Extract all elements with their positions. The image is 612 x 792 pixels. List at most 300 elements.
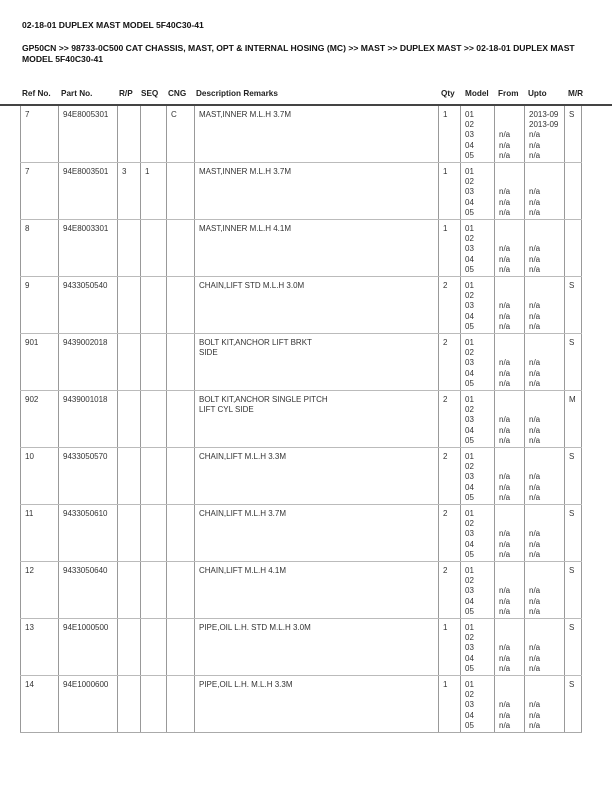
from-value: n/a [499,130,511,140]
models-value: 04 [465,140,474,150]
qty-cell: 1 [439,220,461,277]
upto-value: n/a [529,197,541,207]
from-value [499,234,524,244]
cng-cell [167,163,195,220]
from-value [499,452,524,462]
ref-no-cell: 901 [21,334,59,391]
cng-cell [167,277,195,334]
description-cell: BOLT KIT,ANCHOR SINGLE PITCH LIFT CYL SIDE [195,391,439,448]
part-no-cell: 94E1000500 [59,619,118,676]
from-value [499,224,524,234]
description-cell: PIPE,OIL L.H. STD M.L.H 3.0M [195,619,439,676]
from-value: n/a [499,653,511,663]
description-cell: BOLT KIT,ANCHOR LIFT BRKT SIDE [195,334,439,391]
col-header-seq: SEQ [141,89,159,98]
upto-value [529,566,564,576]
models-value: 01 [465,281,474,290]
part-no-cell: 94E8005301 [59,106,118,163]
upto-value: n/a [529,321,541,331]
models-value: 04 [465,311,474,321]
upto-value: n/a [529,264,541,274]
cng-cell [167,676,195,733]
table-row [21,106,582,163]
ref-no-cell: 11 [21,505,59,562]
upto-value: n/a [529,425,541,435]
models-value: 03 [465,700,474,710]
models-value: 01 [465,224,474,233]
from-value [499,338,524,348]
upto-value: n/a [529,207,541,217]
upto-cell [525,619,565,676]
qty-cell: 1 [439,106,461,163]
models-value: 01 [465,338,474,347]
from-value: n/a [499,606,511,616]
models-value: 03 [465,415,474,425]
upto-value: n/a [529,187,541,197]
from-value [499,110,524,120]
from-value [499,633,524,643]
models-value: 01 [465,110,474,119]
part-no-cell: 94E8003501 [59,163,118,220]
ref-no-cell: 12 [21,562,59,619]
from-value: n/a [499,140,511,150]
from-cell [495,619,525,676]
models-value: 05 [465,492,474,502]
models-value: 03 [465,529,474,539]
models-value: 02 [465,291,474,301]
from-cell [495,220,525,277]
models-value: 05 [465,207,474,217]
from-value [499,177,524,187]
models-value: 04 [465,653,474,663]
rp-cell [118,619,141,676]
models-value: 05 [465,663,474,673]
cng-cell [167,619,195,676]
table-row [21,505,582,562]
models-value: 02 [465,405,474,415]
from-value: n/a [499,358,511,368]
models-cell [461,505,495,562]
breadcrumb: GP50CN >> 98733-0C500 CAT CHASSIS, MAST, OPT & INTERNAL HOSING (MC) >> MAST >> DUPLEX MAST >> 02-18-01 DUPLEX MAST MODEL 5F40C30-41 [22,43,575,64]
from-value: n/a [499,492,511,502]
upto-value [529,281,564,291]
from-value: n/a [499,197,511,207]
mr-cell [565,163,582,220]
models-value: 02 [465,576,474,586]
description-cell: CHAIN,LIFT STD M.L.H 3.0M [195,277,439,334]
table-row [21,220,582,277]
from-value: n/a [499,207,511,217]
models-value: 03 [465,187,474,197]
from-value: n/a [499,472,511,482]
models-value: 01 [465,509,474,518]
upto-value [529,519,564,529]
from-value: n/a [499,586,511,596]
models-value: 01 [465,566,474,575]
from-value [499,519,524,529]
rp-cell [118,391,141,448]
models-value: 01 [465,167,474,176]
from-value: n/a [499,710,511,720]
upto-value [529,348,564,358]
from-value [499,120,524,130]
models-value: 02 [465,234,474,244]
models-value: 02 [465,348,474,358]
mr-cell [565,220,582,277]
table-row [21,676,582,733]
qty-cell: 2 [439,277,461,334]
models-value: 04 [465,596,474,606]
table-row [21,448,582,505]
from-value [499,566,524,576]
from-value: n/a [499,244,511,254]
upto-value: n/a [529,710,541,720]
seq-cell [141,106,167,163]
models-value: 05 [465,321,474,331]
upto-value: n/a [529,378,541,388]
upto-value [529,234,564,244]
seq-cell [141,220,167,277]
upto-value: n/a [529,653,541,663]
models-value: 03 [465,472,474,482]
qty-cell: 1 [439,676,461,733]
qty-cell: 2 [439,334,461,391]
qty-cell: 2 [439,391,461,448]
upto-value: n/a [529,301,541,311]
upto-cell [525,676,565,733]
qty-cell: 1 [439,619,461,676]
part-no-cell: 9433050610 [59,505,118,562]
ref-no-cell: 7 [21,163,59,220]
from-value [499,281,524,291]
col-header-cng: CNG [168,89,187,98]
models-value: 05 [465,264,474,274]
upto-value: n/a [529,720,541,730]
from-value: n/a [499,435,511,445]
upto-value [529,633,564,643]
cng-cell [167,562,195,619]
upto-value [529,395,564,405]
models-value: 05 [465,549,474,559]
ref-no-cell: 14 [21,676,59,733]
models-cell [461,277,495,334]
col-header-from: From [498,89,519,98]
models-value: 04 [465,539,474,549]
upto-value: n/a [529,529,541,539]
description-cell: MAST,INNER M.L.H 3.7M [195,106,439,163]
from-value: n/a [499,150,511,160]
from-value: n/a [499,378,511,388]
from-value: n/a [499,415,511,425]
upto-value: n/a [529,539,541,549]
from-cell [495,505,525,562]
upto-value [529,623,564,633]
seq-cell [141,505,167,562]
from-value: n/a [499,529,511,539]
from-cell [495,676,525,733]
upto-cell [525,448,565,505]
col-header-description: Description Remarks [196,89,278,98]
seq-cell [141,334,167,391]
table-row [21,562,582,619]
models-value: 03 [465,643,474,653]
upto-cell [525,391,565,448]
upto-cell [525,277,565,334]
cng-cell [167,334,195,391]
models-cell [461,448,495,505]
models-value: 04 [465,482,474,492]
upto-value: n/a [529,549,541,559]
mr-cell: M [565,391,582,448]
page-title: 02-18-01 DUPLEX MAST MODEL 5F40C30-41 [22,20,204,30]
ref-no-cell: 10 [21,448,59,505]
models-value: 03 [465,358,474,368]
upto-value [529,291,564,301]
rp-cell [118,448,141,505]
models-value: 02 [465,690,474,700]
models-value: 04 [465,710,474,720]
models-cell [461,562,495,619]
models-value: 04 [465,425,474,435]
from-cell [495,277,525,334]
models-value: 01 [465,623,474,632]
col-header-part-no: Part No. [61,89,93,98]
rp-cell [118,220,141,277]
models-value: 01 [465,395,474,404]
from-cell [495,448,525,505]
from-value [499,623,524,633]
qty-cell: 1 [439,163,461,220]
upto-value [529,452,564,462]
models-value: 03 [465,586,474,596]
models-value: 01 [465,680,474,689]
upto-value: n/a [529,606,541,616]
mr-cell: S [565,448,582,505]
upto-value: n/a [529,435,541,445]
mr-cell: S [565,334,582,391]
models-value: 01 [465,452,474,461]
models-value: 02 [465,519,474,529]
rp-cell [118,562,141,619]
ref-no-cell: 7 [21,106,59,163]
upto-cell [525,106,565,163]
upto-value: n/a [529,663,541,673]
models-value: 03 [465,301,474,311]
from-cell [495,163,525,220]
rp-cell [118,505,141,562]
cng-cell [167,220,195,277]
from-value: n/a [499,301,511,311]
cng-cell: C [167,106,195,163]
upto-value [529,462,564,472]
from-value [499,509,524,519]
col-header-upto: Upto [528,89,547,98]
col-header-rp: R/P [119,89,133,98]
col-header-qty: Qty [441,89,455,98]
models-value: 05 [465,720,474,730]
models-value: 05 [465,150,474,160]
from-value: n/a [499,264,511,274]
from-value: n/a [499,549,511,559]
rp-cell [118,676,141,733]
from-value [499,405,524,415]
rp-cell [118,106,141,163]
description-cell: MAST,INNER M.L.H 3.7M [195,163,439,220]
models-value: 03 [465,244,474,254]
ref-no-cell: 8 [21,220,59,277]
models-value: 02 [465,120,474,130]
from-value: n/a [499,643,511,653]
part-no-cell: 9439001018 [59,391,118,448]
upto-value: n/a [529,311,541,321]
part-no-cell: 94E8003301 [59,220,118,277]
parts-table [20,106,582,733]
upto-value: n/a [529,643,541,653]
from-value: n/a [499,321,511,331]
models-value: 05 [465,606,474,616]
from-value [499,348,524,358]
models-cell [461,619,495,676]
from-cell [495,106,525,163]
table-row [21,334,582,391]
upto-value: n/a [529,368,541,378]
from-value: n/a [499,596,511,606]
mr-cell: S [565,106,582,163]
upto-cell [525,562,565,619]
models-cell [461,391,495,448]
upto-value [529,576,564,586]
upto-value: n/a [529,244,541,254]
upto-cell [525,334,565,391]
from-value: n/a [499,663,511,673]
upto-value [529,177,564,187]
col-header-ref-no: Ref No. [22,89,51,98]
cng-cell [167,391,195,448]
cng-cell [167,448,195,505]
from-value: n/a [499,368,511,378]
col-header-model: Model [465,89,489,98]
upto-value [529,690,564,700]
models-value: 05 [465,378,474,388]
from-value [499,395,524,405]
ref-no-cell: 9 [21,277,59,334]
table-row [21,391,582,448]
models-value: 04 [465,197,474,207]
mr-cell: S [565,619,582,676]
upto-value: n/a [529,254,541,264]
from-value [499,680,524,690]
seq-cell [141,448,167,505]
upto-value: n/a [529,586,541,596]
from-cell [495,391,525,448]
from-value: n/a [499,482,511,492]
table-row [21,163,582,220]
qty-cell: 2 [439,448,461,505]
upto-value: n/a [529,130,541,140]
from-value [499,690,524,700]
models-cell [461,106,495,163]
models-value: 03 [465,130,474,140]
models-cell [461,220,495,277]
mr-cell: S [565,676,582,733]
models-value: 04 [465,254,474,264]
upto-value: n/a [529,472,541,482]
from-value [499,462,524,472]
part-no-cell: 9433050570 [59,448,118,505]
rp-cell: 3 [118,163,141,220]
upto-value: n/a [529,358,541,368]
upto-value: n/a [529,700,541,710]
upto-value: n/a [529,492,541,502]
upto-value: 2013-09 [529,110,559,119]
from-value: n/a [499,700,511,710]
seq-cell: 1 [141,163,167,220]
models-value: 02 [465,177,474,187]
qty-cell: 2 [439,505,461,562]
models-cell [461,163,495,220]
from-value: n/a [499,425,511,435]
models-value: 02 [465,462,474,472]
upto-value [529,224,564,234]
models-value: 05 [465,435,474,445]
col-header-mr: M/R [568,89,584,98]
rp-cell [118,334,141,391]
upto-value: n/a [529,415,541,425]
part-no-cell: 9433050640 [59,562,118,619]
from-value [499,576,524,586]
table-row [21,277,582,334]
upto-cell [525,505,565,562]
part-no-cell: 94E1000600 [59,676,118,733]
models-value: 02 [465,633,474,643]
upto-value: n/a [529,482,541,492]
upto-value: n/a [529,140,541,150]
from-value: n/a [499,539,511,549]
upto-value [529,167,564,177]
upto-value: n/a [529,150,541,160]
models-cell [461,334,495,391]
seq-cell [141,562,167,619]
mr-cell: S [565,277,582,334]
qty-cell: 2 [439,562,461,619]
ref-no-cell: 902 [21,391,59,448]
from-value: n/a [499,720,511,730]
upto-value [529,405,564,415]
description-cell: PIPE,OIL L.H. M.L.H 3.3M [195,676,439,733]
upto-value [529,338,564,348]
upto-cell [525,220,565,277]
from-value [499,167,524,177]
cng-cell [167,505,195,562]
from-value: n/a [499,311,511,321]
table-row [21,619,582,676]
models-value: 04 [465,368,474,378]
from-value: n/a [499,254,511,264]
description-cell: CHAIN,LIFT M.L.H 3.3M [195,448,439,505]
seq-cell [141,391,167,448]
table-header [0,87,612,104]
part-no-cell: 9439002018 [59,334,118,391]
mr-cell: S [565,562,582,619]
upto-value: n/a [529,596,541,606]
seq-cell [141,277,167,334]
ref-no-cell: 13 [21,619,59,676]
from-cell [495,562,525,619]
from-cell [495,334,525,391]
upto-value [529,680,564,690]
description-cell: MAST,INNER M.L.H 4.1M [195,220,439,277]
models-cell [461,676,495,733]
